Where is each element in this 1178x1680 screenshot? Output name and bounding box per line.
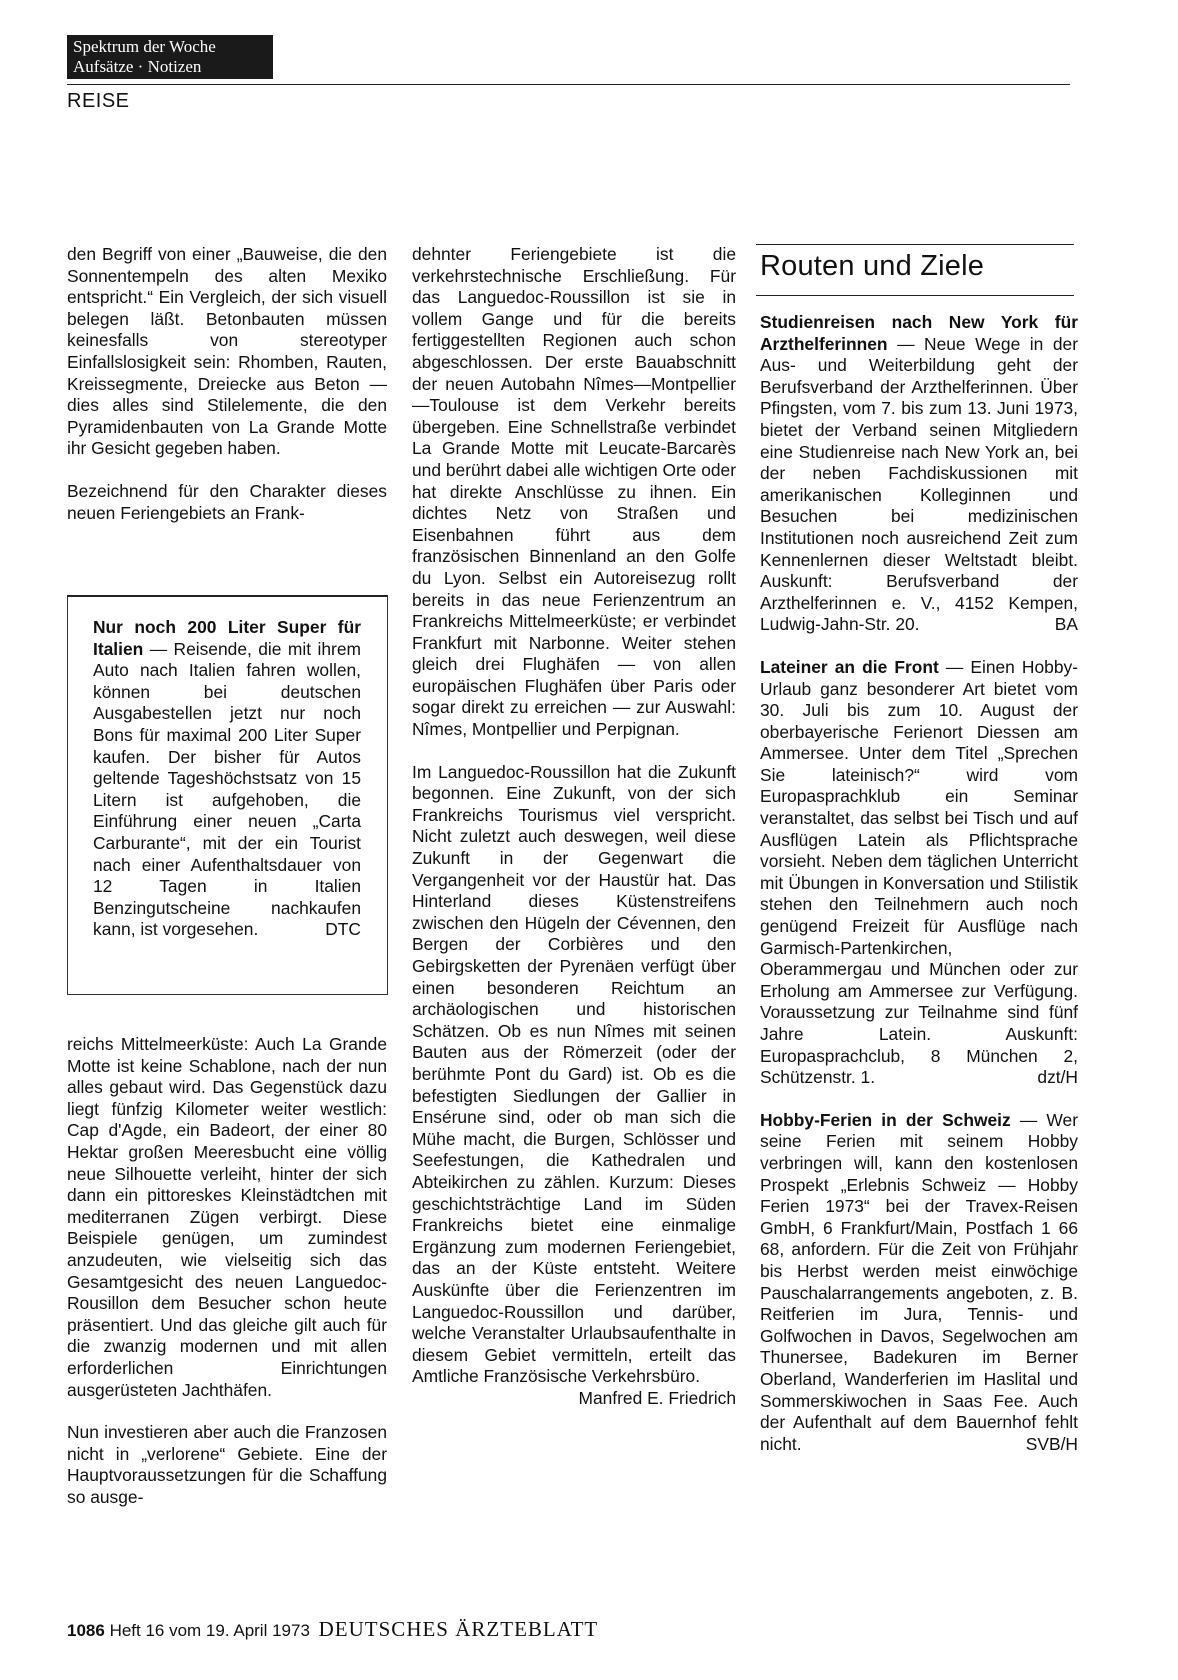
column-3-title: Routen und Ziele: [760, 250, 985, 282]
news-item-title: Lateiner an die Front: [760, 656, 939, 677]
paragraph-text: Im Languedoc-Roussillon hat die Zukunft begonnen. Eine Zukunft, von der sich Frankreichs Tourismus viel verspricht. Nicht zuletzt auch deswegen, weil diese Zukunft in der Gegenwart die Vergangenheit vor der Haustür hat. Das Hinterland dieses Küstenstreifens zwischen den Hügeln der Cévennen, den Bergen der Corbières und den Gebirgsketten der Pyrenäen verfügt über einen besonderen Reichtum an archäologischen und historischen Schätzen. Ob es nun Nîmes mit seinen Bauten aus der Römerzeit (oder der berühmte Pont du Gard) ist. Ob es die befestigten Siedlungen der Gallier in Ensérune sind, oder ob man sich die Mühe macht, die Burgen, Schlösser und Seefestungen, die Kathedralen und Abteikirchen zu zählen. Kurzum: Dieses geschichtsträchtige Land im Süden Frankreichs bietet eine einmalige Ergänzung zum modernen Feriengebiet, das an der Küste entsteht. Weitere Auskünfte über die Ferienzentren im Languedoc-Roussillon und darüber, welche Veranstalter Urlaubsaufenthalte in diesem Gebiet vermitteln, erteilt das Amtliche Französische Verkehrsbüro.: [412, 761, 736, 1387]
badge-line-1: Spektrum der Woche: [73, 37, 216, 56]
author-signature: Manfred E. Friedrich: [578, 1387, 736, 1408]
column-1-bottom: [67, 1034, 387, 1508]
issue-info: Heft 16 vom 19. April 1973: [109, 1621, 310, 1640]
column-3: [760, 312, 1078, 1455]
box-text: [93, 617, 361, 941]
column-2: [412, 244, 736, 1409]
page-number: 1086: [67, 1621, 105, 1640]
paragraph: Bezeichnend für den Charakter dieses neuen Feriengebiets an Frank-: [67, 480, 387, 523]
news-item-signature: dzt/H: [1037, 1067, 1078, 1088]
section-title: REISE: [67, 90, 130, 112]
magazine-name: DEUTSCHES ÄRZTEBLATT: [318, 1617, 599, 1641]
paragraph: reichs Mittelmeerküste: Auch La Grande Motte ist keine Schablone, nach der nun alles gebaut wird. Das Gegenstück dazu liegt fünfzig Kilometer weiter westlich: Cap d'Agde, ein Badeort, der einer 80 Hektar großen Meeresbucht eine völlig neue Silhouette verleiht, hinter der sich dann ein pittoreskes Kleinstädtchen mit mediterranen Zügen verbirgt. Diese Beispiele genügen, um zumindest anzudeuten, wie vielseitig sich das Gesamtgesicht des neuen Languedoc-Rousillon dem Besucher schon heute präsentiert. Und das gleiche gilt auch für die zwanzig modernen und mit allen erforderlichen Einrichtungen ausgerüsteten Jachthäfen.: [67, 1034, 387, 1400]
box-signature: DTC: [325, 919, 361, 940]
box-title: Nur noch 200 Liter Super für Italien: [93, 617, 361, 659]
column-3-rule-bottom: [756, 295, 1074, 296]
news-item-signature: SVB/H: [1025, 1433, 1078, 1454]
news-item-text: — Wer seine Ferien mit seinem Hobby verbringen will, kann den kostenlosen Prospekt „Erlebnis Schweiz — Hobby Ferien 1973“ bei der Travex-Reisen GmbH, 6 Frankfurt/Main, Postfach 1 66 68, anfordern. Für die Zeit von Frühjahr bis Herbst werden meist einwöchige Pauschalarrangements angeboten, z. B. Reitferien im Jura, Tennis- und Golfwochen in Davos, Segelwochen am Thunersee, Badekuren im Berner Oberland, Wanderferien im Haslital und Sommerskiwochen in Saas Fee. Auch der Aufenthalt auf dem Bauernhof fehlt nicht.: [760, 1109, 1078, 1454]
news-item-text: — Einen Hobby-Urlaub ganz besonderer Art bietet vom 30. Juli bis zum 10. August der oberbayerische Ferienort Diessen am Ammersee. Unter dem Titel „Sprechen Sie lateinisch?“ wird vom Europasprachklub ein Seminar veranstaltet, das selbst bei Tisch und auf Ausflügen Latein als Pflichtsprache vorsieht. Neben dem täglichen Unterricht mit Übungen in Konversation und Stilistik stehen den Teilnehmern auch noch genügend Freizeit für Ausflüge nach Garmisch-Partenkirchen, Oberammergau und München oder zur Erholung am Ammersee zur Verfügung. Voraussetzung zur Teilnahme sind fünf Jahre Latein. Auskunft: Europasprachclub, 8 München 2, Schützenstr. 1.: [760, 656, 1078, 1088]
box-body: — Reisende, die mit ihrem Auto nach Italien fahren wollen, können bei deutschen Ausgabestellen jetzt nur noch Bons für maximal 200 Liter Super kaufen. Der bisher für Autos geltende Tageshöchstsatz von 15 Litern ist aufgehoben, die Einführung einer neuen „Carta Carburante“, mit der ein Tourist nach einer Aufenthaltsdauer von 12 Tagen in Italien Benzingutscheine nachkaufen kann, ist vorgesehen.: [93, 638, 361, 940]
badge-line-2: Aufsätze · Notizen: [73, 57, 202, 76]
sidebar-box: [67, 595, 388, 995]
news-item: [760, 312, 1078, 636]
header-rule: [67, 84, 1070, 85]
paragraph: dehnter Feriengebiete ist die verkehrstechnische Erschließung. Für das Languedoc-Roussillon ist sie in vollem Gange und für die bereits fertiggestellten Regionen auch schon abgeschlossen. Der erste Bauabschnitt der neuen Autobahn Nîmes—Montpellier—Toulouse ist dem Verkehr bereits übergeben. Eine Schnellstraße verbindet La Grande Motte mit Leucate-Barcarès und berührt dabei alle wichtigen Orte oder hat direkte Anschlüsse zu ihnen. Ein dichtes Netz von Straßen und Eisenbahnen führt aus dem französischen Binnenland an den Golfe du Lyon. Selbst ein Autoreisezug rollt bereits in das neue Ferienzentrum an Frankreichs Mittelmeerküste; er verbindet Frankfurt mit Narbonne. Weiter stehen gleich drei Flughäfen — von allen europäischen Flughäfen über Paris oder sogar direkt zu erreichen — zur Auswahl: Nîmes, Montpellier und Perpignan.: [412, 244, 736, 740]
section-badge: [67, 35, 273, 79]
paragraph: Nun investieren aber auch die Franzosen nicht in „verlorene“ Gebiete. Eine der Hauptvoraussetzungen für die Schaffung so ausge-: [67, 1422, 387, 1507]
page-footer: [67, 1617, 598, 1642]
news-item-signature: BA: [1054, 614, 1078, 635]
paragraph: [412, 761, 736, 1408]
column-1-top: [67, 244, 387, 524]
news-item-text: — Neue Wege in der Aus- und Weiterbildung geht der Berufsverband der Arzthelferinnen. Über Pfingsten, vom 7. bis zum 13. Juni 1973, bietet der Verband seinen Mitgliedern eine Studienreise nach New York an, bei der neben Fachdiskussionen mit amerikanischen Kolleginnen und Besuchen bei medizinischen Institutionen noch ausreichend Zeit zum Kennenlernen dieser Weltstadt bleibt. Auskunft: Berufsverband der Arzthelferinnen e. V., 4152 Kempen, Ludwig-Jahn-Str. 20.: [760, 333, 1078, 635]
news-item-title: Studienreisen nach New York für Arzthelferinnen: [760, 312, 1078, 354]
news-item-title: Hobby-Ferien in der Schweiz: [760, 1109, 1011, 1130]
news-item: [760, 657, 1078, 1089]
news-item: [760, 1110, 1078, 1456]
paragraph: den Begriff von einer „Bauweise, die den Sonnentempeln des alten Mexiko entspricht.“ Ein Vergleich, der sich visuell belegen läßt. Betonbauten müssen keinesfalls von stereotyper Einfallslosigkeit sein: Rhomben, Rauten, Kreissegmente, Dreiecke aus Beton — dies alles sind Stilelemente, die den Pyramidenbauten von La Grande Motte ihr Gesicht gegeben haben.: [67, 244, 387, 459]
column-3-rule-top: [756, 244, 1074, 245]
